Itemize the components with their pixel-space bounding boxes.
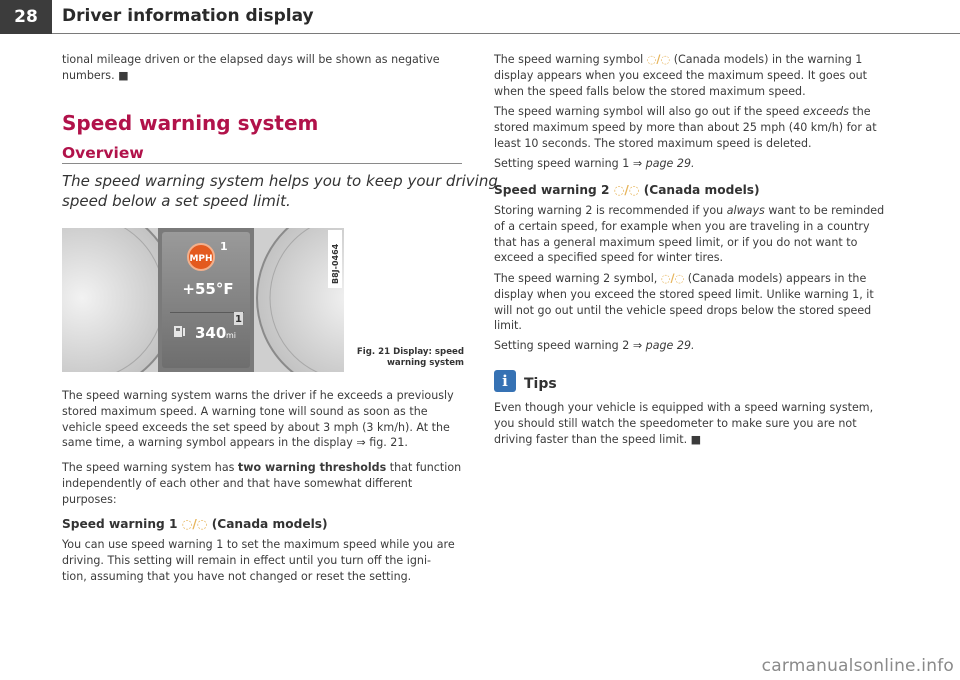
text-line (494, 52, 894, 68)
text-line: you should still watch the speedometer to make sure you are not (494, 416, 857, 430)
text-run: (Canada models) in the warning 1 (670, 53, 863, 66)
page-link[interactable]: page 29. (645, 157, 695, 170)
text-line: purposes: (62, 492, 117, 506)
intro-line: The speed warning system helps you to keep your driving (62, 172, 498, 190)
text-line: independently of each other and that have somewhat different (62, 476, 413, 490)
speed-warning-symbol-icon: ◌/◌ (181, 517, 208, 531)
paragraph-symbol-goes-out (494, 104, 894, 151)
text-line: that has a general maximum speed limit, or if you do not want to (494, 235, 858, 249)
speed-warning-symbol-icon: ◌/◌ (613, 183, 640, 197)
tips-heading: Tips (524, 376, 557, 392)
continued-paragraph (62, 52, 462, 84)
text-run: (Canada models) appears in the (684, 272, 867, 285)
section-title: Speed warning system (62, 111, 319, 135)
text-line: driving faster than the speed limit. ■ (494, 432, 702, 446)
paragraph-warning-1 (62, 537, 472, 584)
text-line (494, 104, 894, 120)
fuel-range-value: 340 (195, 324, 227, 342)
speed-warning-symbol-icon: ◌/◌ (660, 272, 685, 285)
text-line: tion, assuming that you have not changed or reset the setting. (62, 569, 412, 583)
figure-display-speed-warning (62, 228, 344, 372)
watermark: carmanualsonline.info (761, 656, 954, 676)
text-line: You can use speed warning 1 to set the maximum speed while you are (62, 538, 455, 551)
text-line: will not go out until the vehicle speed drops below the stored speed (494, 303, 872, 317)
text-line: of a certain speed, for example when you are traveling in a country (494, 219, 870, 233)
text-run: The speed warning 2 symbol, (494, 272, 661, 285)
heading-text: (Canada models) (207, 517, 328, 531)
paragraph-warning-2-symbol (494, 271, 894, 334)
heading-text: (Canada models) (639, 183, 760, 197)
text-run: the (848, 105, 871, 118)
header-divider (52, 33, 960, 34)
text-line: display appears when you exceed the maximum speed. It goes out (494, 68, 868, 82)
paragraph-two-thresholds (62, 460, 472, 507)
outside-temperature: +55°F (182, 280, 234, 298)
text-line (494, 271, 894, 287)
text-line: limit. (494, 319, 522, 333)
text-line: vehicle speed exceeds the set speed by about 3 mph (3 km/h). At the (62, 420, 450, 434)
speed-warning-symbol-icon: ◌/◌ (646, 53, 671, 66)
text-line: Even though your vehicle is equipped with a speed warning system, (494, 401, 874, 414)
text-line: when the speed falls below the stored maximum speed. (494, 84, 806, 98)
italic-term: exceeds (802, 105, 849, 118)
text-line: exceed a specified speed for winter tires. (494, 251, 724, 265)
intro-text (62, 171, 498, 211)
intro-line: speed below a set speed limit. (62, 192, 291, 210)
warning-number: 1 (220, 240, 228, 253)
text-run: want to be reminded (764, 204, 885, 217)
speed-warning-2-heading (494, 183, 760, 197)
paragraph-warning-2 (494, 203, 894, 266)
figure-code: B8J-0464 (331, 243, 340, 284)
text-run: Setting speed warning 2 ⇒ (494, 339, 646, 352)
text-line (62, 460, 472, 476)
caption-line: warning system (386, 358, 464, 368)
figure-caption (352, 347, 464, 369)
fuel-range-unit: mi (226, 331, 237, 340)
page-number: 28 (14, 7, 38, 27)
paragraph-symbol-appears (494, 52, 894, 99)
mph-badge: MPH (189, 254, 213, 264)
text-line: same time, a warning symbol appears in the display ⇒ fig. 21. (62, 436, 408, 450)
caption-line: Fig. 21 Display: speed (356, 347, 464, 357)
text-line: least 10 seconds. The stored maximum speed is deleted. (494, 136, 812, 150)
text-run: Setting speed warning 1 ⇒ (494, 157, 646, 170)
text-run: Storing warning 2 is recommended if you (494, 204, 727, 217)
paragraph-warns-driver (62, 388, 472, 451)
text-line: driving. This setting will remain in effect until you turn off the igni- (62, 553, 432, 567)
speed-warning-1-heading (62, 517, 328, 531)
page-link[interactable]: page 29. (645, 339, 695, 352)
text-line (494, 203, 894, 219)
text-line: stored maximum speed. A warning tone will sound as soon as the (62, 404, 428, 418)
info-icon: i (494, 370, 516, 392)
text-run: The speed warning system has (62, 461, 238, 474)
instrument-cluster-illustration (62, 228, 344, 372)
tips-paragraph (494, 400, 894, 447)
cross-reference-warning-1 (494, 156, 695, 172)
text-line: display when you exceed the stored speed limit. Unlike warning 1, it (494, 287, 874, 301)
subsection-divider (62, 163, 462, 164)
text-line: The speed warning system warns the driver if he exceeds a previously (62, 389, 454, 402)
text-line: stored maximum speed by more than about 25 mph (40 km/h) for at (494, 120, 877, 134)
text-run: The speed warning symbol will also go out if the speed (494, 105, 803, 118)
bold-term: two warning thresholds (237, 461, 387, 474)
heading-text: Speed warning 2 (494, 183, 614, 197)
cross-reference-warning-2 (494, 338, 695, 354)
subsection-title: Overview (62, 144, 144, 162)
text-run: that function (386, 461, 462, 474)
text-run: The speed warning symbol (494, 53, 647, 66)
continued-text: tional mileage driven or the elapsed days will be shown as negative numbers. ■ (62, 53, 440, 82)
italic-term: always (726, 204, 765, 217)
page-header-title: Driver information display (62, 6, 314, 26)
heading-text: Speed warning 1 (62, 517, 182, 531)
gear-indicator: 1 (235, 314, 242, 325)
